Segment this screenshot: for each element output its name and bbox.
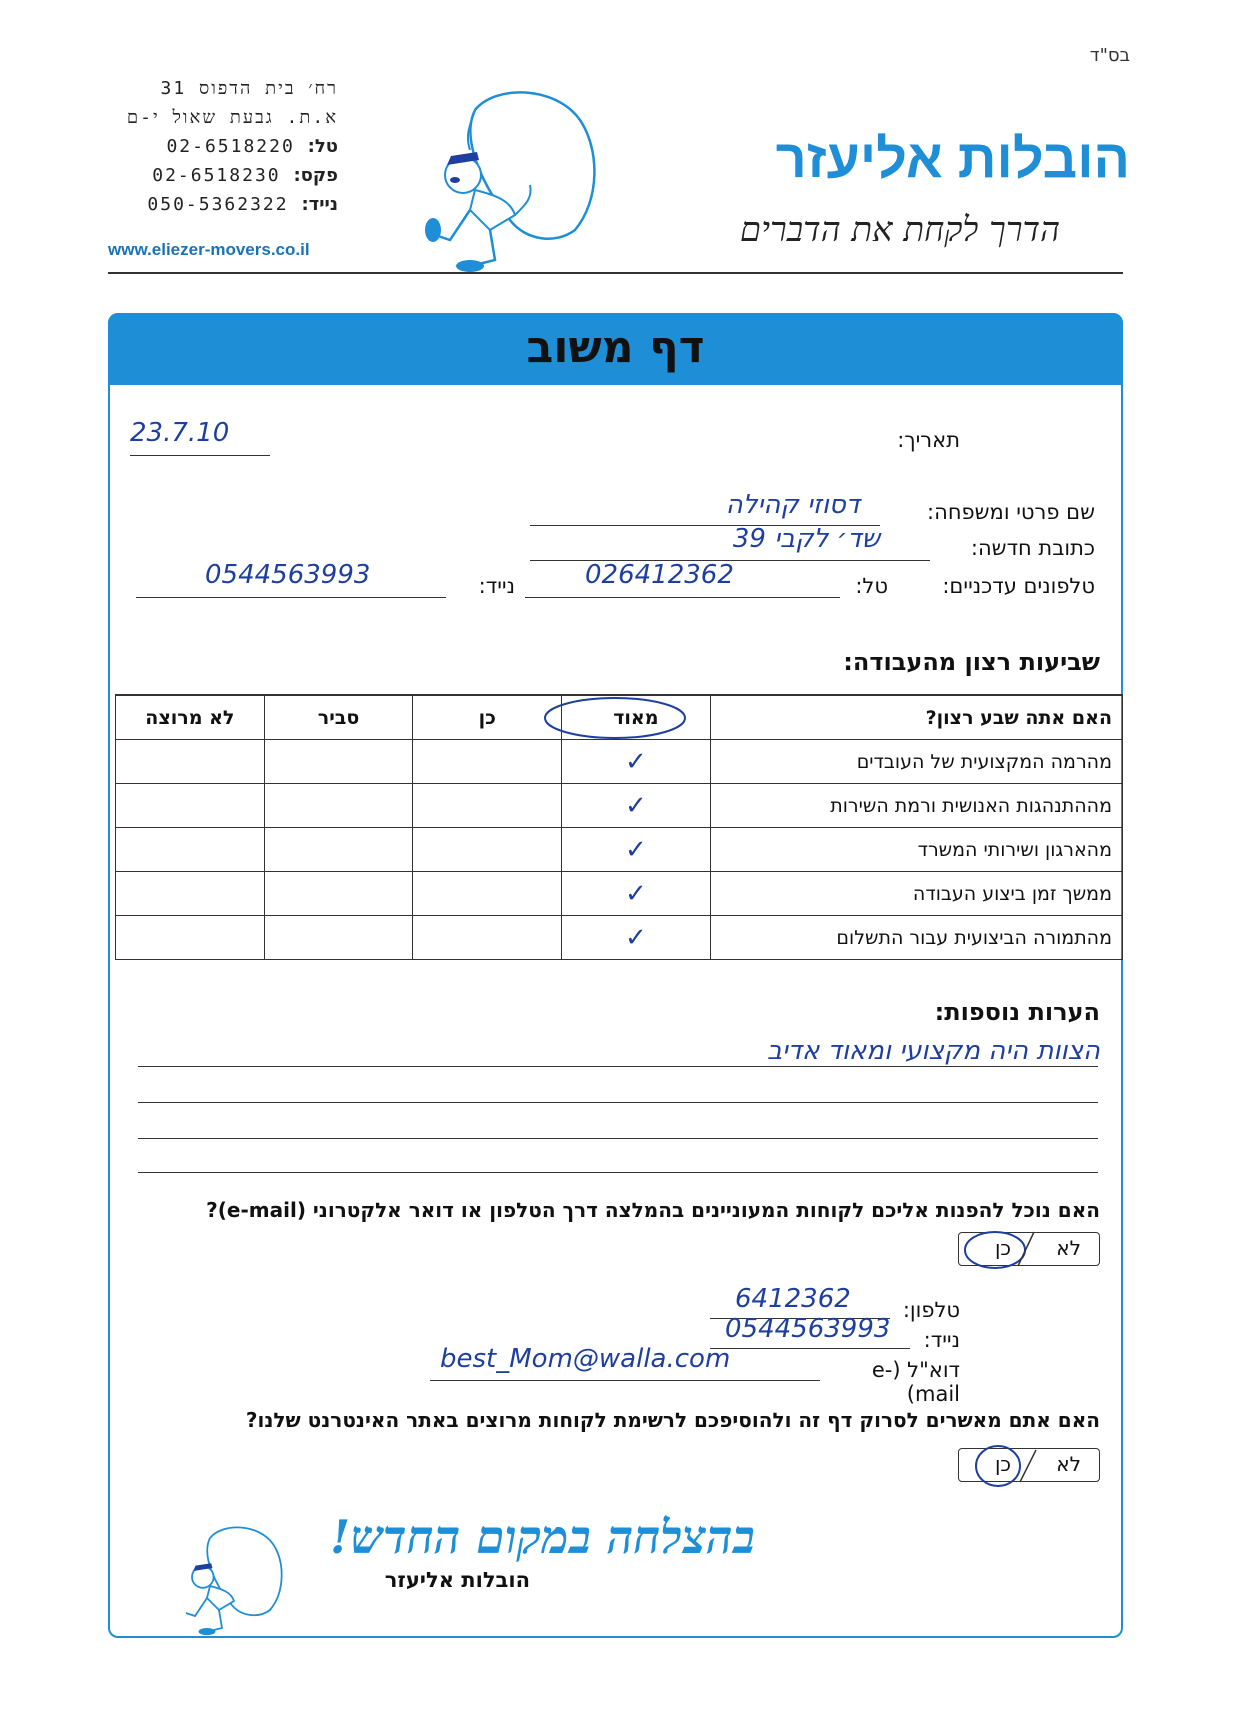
cell-reasonable[interactable] xyxy=(264,872,413,916)
cell-unsatisfied[interactable] xyxy=(116,828,265,872)
fax-line xyxy=(108,161,338,190)
form-title: דף משוב xyxy=(526,322,705,373)
mover-mascot-small-icon xyxy=(170,1520,310,1640)
row-label: מהרמה המקצועית של העובדים xyxy=(710,740,1122,784)
comment-line-2 xyxy=(138,1102,1098,1103)
publish-selection-mark-icon xyxy=(958,1444,1098,1488)
publish-no-option[interactable]: לא xyxy=(1056,1452,1081,1476)
comment-line-1 xyxy=(138,1066,1098,1067)
cell-yes[interactable] xyxy=(413,872,562,916)
col-yes: כן xyxy=(413,695,562,740)
date-value[interactable]: 23.7.10 xyxy=(130,418,230,448)
very-selection-circle-icon xyxy=(540,692,690,744)
publish-consent-question: האם אתם מאשרים לסרוק דף זה ולהוסיפכם לרשימת לקוחות מרוצים באתר האינטרנט שלנו? xyxy=(245,1408,1100,1432)
date-label: תאריך: xyxy=(897,428,960,452)
check-mark: ✓ xyxy=(624,746,647,777)
cell-unsatisfied[interactable] xyxy=(116,740,265,784)
mobile-line xyxy=(136,597,446,598)
address-line-2: א.ת. גבעת שאול י-ם xyxy=(126,107,338,128)
contact-email-line xyxy=(430,1380,820,1381)
contact-selection-mark-icon xyxy=(958,1228,1098,1272)
cell-very[interactable] xyxy=(562,872,711,916)
table-row xyxy=(116,872,1123,916)
table-row xyxy=(116,740,1123,784)
cell-yes[interactable] xyxy=(413,740,562,784)
publish-yes-option[interactable]: כן xyxy=(994,1452,1011,1476)
contact-mobile-label: נייד: xyxy=(923,1328,960,1352)
cell-very[interactable] xyxy=(562,828,711,872)
mobile-line xyxy=(108,190,338,219)
company-brand-name: הובלות אליעזר xyxy=(775,129,1130,189)
cell-yes[interactable] xyxy=(413,916,562,960)
contact-email-value[interactable]: best_Mom@walla.com xyxy=(440,1344,731,1374)
cell-unsatisfied[interactable] xyxy=(116,916,265,960)
cell-yes[interactable] xyxy=(413,828,562,872)
comment-line-3 xyxy=(138,1138,1098,1139)
name-value[interactable]: דסוזי קהילה xyxy=(725,490,860,520)
address-line-1: רח׳ בית הדפוס 31 xyxy=(160,78,338,99)
fax-value: 02-6518230 xyxy=(152,165,281,186)
cell-yes[interactable] xyxy=(413,784,562,828)
check-mark: ✓ xyxy=(624,834,647,865)
mobile-label: נייד: xyxy=(478,574,515,598)
cell-reasonable[interactable] xyxy=(264,740,413,784)
tel-label: טל: xyxy=(855,574,888,598)
footer-brand: הובלות אליעזר xyxy=(384,1568,530,1592)
table-row xyxy=(116,784,1123,828)
phone-label: טל: xyxy=(307,136,338,157)
comment-line-4 xyxy=(138,1172,1098,1173)
contact-mobile-value[interactable]: 0544563993 xyxy=(725,1314,891,1344)
col-reasonable: סביר xyxy=(264,695,413,740)
row-label: מההתנהגות האנושית ורמת השירות xyxy=(710,784,1122,828)
contact-phone-value[interactable]: 6412362 xyxy=(735,1284,851,1314)
mobile-value[interactable]: 0544563993 xyxy=(205,560,371,590)
cell-very[interactable] xyxy=(562,784,711,828)
satisfaction-heading: שביעות רצון מהעבודה: xyxy=(843,648,1100,676)
cell-reasonable[interactable] xyxy=(264,828,413,872)
date-line xyxy=(130,455,270,456)
mobile-label: נייד: xyxy=(301,194,338,215)
mover-mascot-icon xyxy=(415,80,635,280)
cell-reasonable[interactable] xyxy=(264,916,413,960)
tel-line xyxy=(525,597,840,598)
contact-email-label: דוא"ל (e-mail) xyxy=(871,1358,960,1406)
phone-value: 02-6518220 xyxy=(166,136,295,157)
footer-slogan: בהצלחה במקום החדש! xyxy=(330,1510,755,1564)
website-link[interactable]: www.eliezer-movers.co.il xyxy=(108,240,310,259)
tel-value[interactable]: 026412362 xyxy=(585,560,734,590)
name-label: שם פרטי ומשפחה: xyxy=(927,500,1095,524)
cell-unsatisfied[interactable] xyxy=(116,784,265,828)
header-divider xyxy=(108,272,1123,274)
cell-unsatisfied[interactable] xyxy=(116,872,265,916)
contact-phone-label: טלפון: xyxy=(902,1298,960,1322)
mobile-value: 050-5362322 xyxy=(147,194,289,215)
row-label: מהתמורה הביצועית עבור התשלום xyxy=(710,916,1122,960)
bsd-mark: בס"ד xyxy=(1089,45,1130,66)
cell-very[interactable] xyxy=(562,916,711,960)
company-slogan: הדרך לקחת את הדברים xyxy=(739,210,1060,250)
cell-very[interactable] xyxy=(562,740,711,784)
comments-value[interactable]: הצוות היה מקצועי ומאוד אדיב xyxy=(766,1036,1100,1066)
address-label: כתובת חדשה: xyxy=(970,536,1095,560)
row-label: ממשך זמן ביצוע העבודה xyxy=(710,872,1122,916)
phone-line xyxy=(108,132,338,161)
phones-label: טלפונים עדכניים: xyxy=(942,574,1095,598)
fax-label: פקס: xyxy=(293,165,338,186)
col-very: מאוד xyxy=(562,695,711,740)
cell-reasonable[interactable] xyxy=(264,784,413,828)
table-row xyxy=(116,916,1123,960)
check-mark: ✓ xyxy=(624,922,647,953)
col-unsatisfied: לא מרוצה xyxy=(116,695,265,740)
company-contact-block xyxy=(108,74,338,219)
table-row xyxy=(116,828,1123,872)
check-mark: ✓ xyxy=(624,790,647,821)
check-mark: ✓ xyxy=(624,878,647,909)
row-label: מהארגון ושירותי המשרד xyxy=(710,828,1122,872)
question-header: האם אתה שבע רצון? xyxy=(710,695,1122,740)
address-value[interactable]: שד׳ לקבי 39 xyxy=(732,524,880,554)
contact-yes-option[interactable]: כן xyxy=(994,1236,1011,1260)
contact-consent-question: האם נוכל להפנות אליכם לקוחות המעוניינים בהמלצה דרך הטלפון או דואר אלקטרוני (e-mail)? xyxy=(206,1198,1100,1222)
comments-heading: הערות נוספות: xyxy=(934,998,1100,1026)
contact-no-option[interactable]: לא xyxy=(1056,1236,1081,1260)
